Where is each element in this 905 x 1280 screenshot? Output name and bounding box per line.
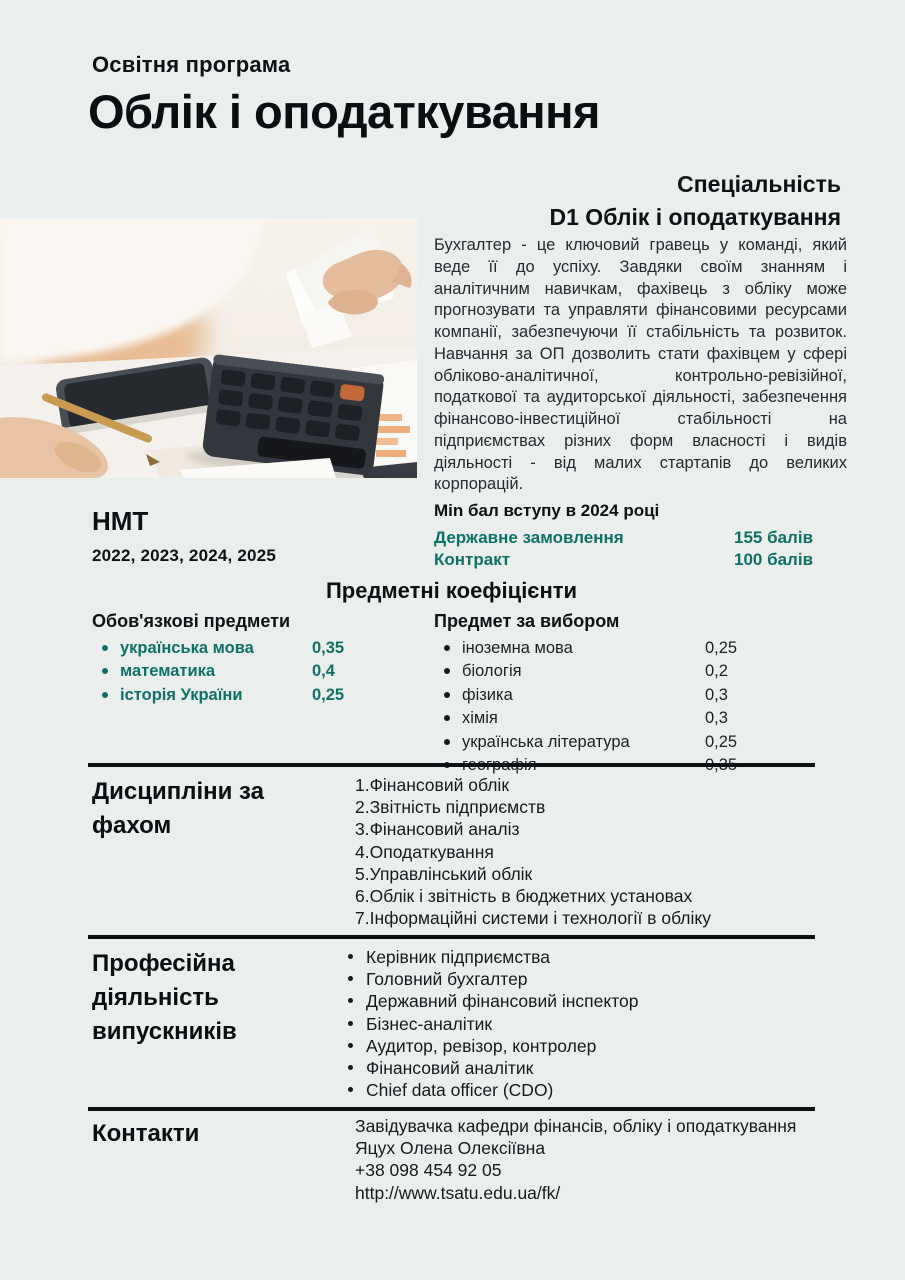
subject-coefficient: 0,3 [705,709,728,728]
subject-label: історія України [120,685,243,704]
bullet-icon [102,692,108,698]
bullet-icon [102,645,108,651]
subject-row [92,684,422,707]
min-score-row [434,527,847,549]
subject-row [434,684,834,707]
specialty-block [550,168,841,235]
subject-coefficient: 0,25 [705,639,738,657]
mandatory-subjects-column [92,611,422,707]
discipline-item: Оподаткування [369,841,494,862]
subject-label: фізика [462,685,513,704]
photo-illustration [0,218,417,478]
profession-item [340,1013,840,1035]
min-score-value: 155 балів [734,528,814,547]
profession-label: Аудитор, ревізор, контролер [366,1035,597,1056]
profession-item [340,1079,840,1101]
section-divider [88,1107,815,1111]
page-title: Облік і оподаткування [88,85,600,138]
profession-item [340,990,840,1012]
min-score-value: 100 балів [734,550,814,569]
subject-coefficient: 0,4 [312,662,335,681]
bullet-icon [444,692,450,698]
coefficients-heading: Предметні коефіцієнти [325,578,578,603]
discipline-item: Звітність підприємств [369,797,546,818]
contacts-heading: Контакти [92,1120,200,1147]
min-score-label: Державне замовлення [434,528,624,547]
nmt-years: 2022, 2023, 2024, 2025 [92,546,277,565]
subject-label: біологія [462,662,522,681]
subject-row [92,660,422,683]
subject-row [434,731,834,754]
min-score-heading: Min бал вступу в 2024 році [434,501,660,520]
bullet-icon [348,1065,353,1070]
bullet-icon [444,739,450,745]
profession-item [340,1035,840,1057]
bullet-icon [348,998,353,1003]
specialty-code: D1 Облік і оподаткування [549,204,841,231]
program-description: Бухгалтер - це ключовий гравець у команді, який веде її до успіху. Завдяки своїм знанням і аналітичним навичкам, фахівець з обліку може прогнозувати та управляти фінансовими ресурсами компанії, забезпечуючи її стабільність та розвиток. Навчання за ОП дозволить стати фахівцем у сфері обліково-аналітичної, контрольно-ревізійної, податкової та аудиторської діяльності, забезпечення фінансово-інвестиційної стабільності на підприємствах різних форм власності і видів діяльності - від малих стартапів до великих корпорацій. [434,236,847,494]
min-score-label: Контракт [434,550,511,569]
professional-activity-list [340,946,840,1102]
subject-row [434,637,834,660]
profession-label: Державний фінансовий інспектор [366,991,639,1012]
discipline-item: Фінансовий облік [369,775,509,795]
subject-label: українська література [462,732,630,751]
subject-label: іноземна мова [462,639,573,657]
program-eyebrow: Освітня програма [92,52,291,77]
profession-item [340,946,840,968]
profession-item [340,1057,840,1079]
elective-subjects-heading: Предмет за вибором [434,611,620,631]
subject-coefficient: 0,25 [312,685,345,704]
mandatory-subjects-heading: Обов'язкові предмети [92,611,291,631]
contacts-block [355,1115,847,1204]
subject-label: математика [120,662,216,681]
subject-row [92,637,422,660]
profession-label: Фінансовий аналітик [366,1058,534,1079]
subject-coefficient: 0,3 [705,685,728,704]
min-score-row [434,549,847,571]
contact-url-link[interactable]: http://www.tsatu.edu.ua/fk/ [355,1182,561,1203]
discipline-item: Інформаційні системи і технології в обліку [369,908,712,929]
disciplines-list [355,774,860,930]
profession-label: Chief data officer (CDO) [366,1080,554,1101]
bullet-icon [444,668,450,674]
min-score-block [434,501,847,571]
bullet-icon [348,1087,353,1092]
profession-item [340,968,840,990]
discipline-item: Фінансовий аналіз [369,819,520,840]
bullet-icon [348,1043,353,1048]
subject-label: українська мова [120,639,254,657]
subject-row [434,660,834,683]
section-divider [88,763,815,767]
accounting-photo [0,218,417,478]
nmt-heading: НМТ [92,506,149,536]
discipline-item: Облік і звітність в бюджетних установах [369,886,693,907]
profession-label: Головний бухгалтер [366,969,528,990]
bullet-icon [348,976,353,981]
disciplines-heading: Дисципліни за фахом [92,778,264,840]
contact-person: Яцух Олена Олексіївна [355,1138,546,1159]
bullet-icon [444,715,450,721]
subject-label: хімія [462,709,498,728]
discipline-item: Управлінський облік [369,863,533,884]
mandatory-subjects-list [92,637,422,707]
bullet-icon [444,645,450,651]
min-score-rows [434,527,847,571]
bullet-icon [348,954,353,959]
subject-coefficient: 0,2 [705,662,728,681]
elective-subjects-list [434,637,834,778]
specialty-label: Спеціальність [677,171,841,197]
professional-activity-heading: Професійна діяльність випускників [92,950,237,1046]
contact-phone: +38 098 454 92 05 [355,1160,502,1181]
section-divider [88,935,815,939]
contact-department: Завідувачка кафедри фінансів, обліку і оподаткування [355,1116,797,1136]
subject-coefficient: 0,35 [312,639,345,657]
profession-label: Керівник підприємства [366,947,550,967]
elective-subjects-column [434,611,834,778]
bullet-icon [102,668,108,674]
subject-row [434,707,834,730]
bullet-icon [348,1021,353,1026]
subject-coefficient: 0,25 [705,732,738,751]
profession-label: Бізнес-аналітик [366,1013,493,1034]
